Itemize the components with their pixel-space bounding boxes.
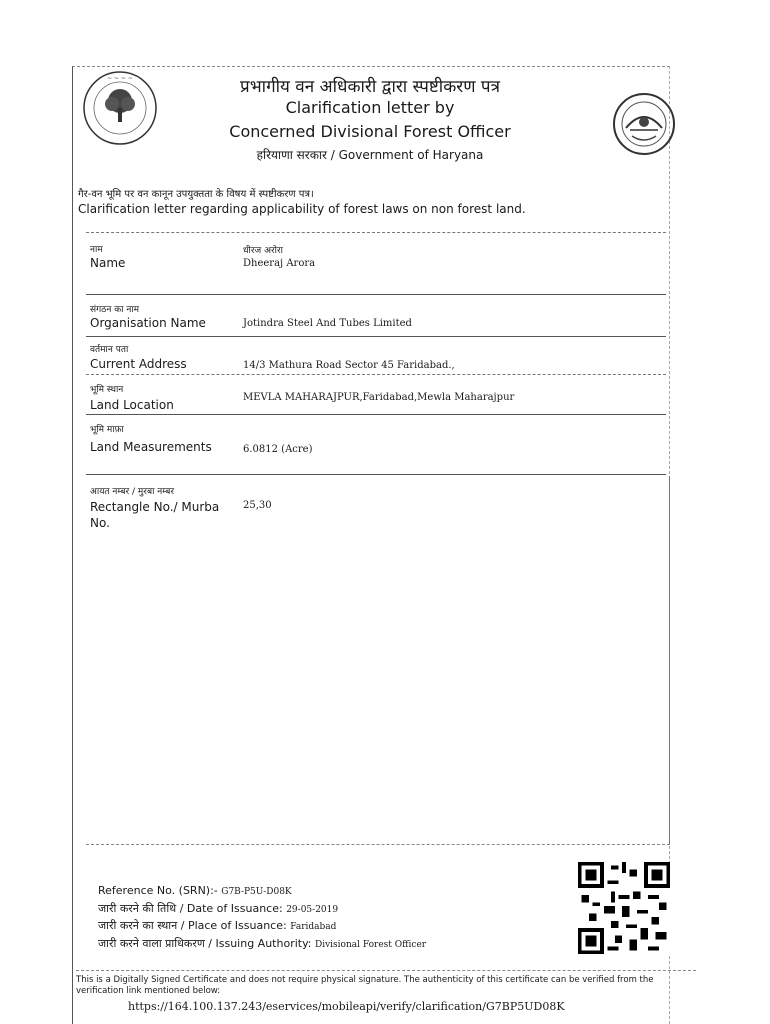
land-location-value: MEVLA MAHARAJPUR,Faridabad,Mewla Maharajpur [243,392,515,403]
organisation-label-hindi: संगठन का नाम [90,305,140,315]
land-measurements-value: 6.0812 (Acre) [243,444,313,455]
address-label: Current Address [90,357,187,371]
place-label: जारी करने का स्थान / Place of Issuance: [98,919,287,932]
svg-text:~ ~ ~ ~: ~ ~ ~ ~ [107,75,133,82]
name-value-hindi: धीरज अरोरा [243,246,283,256]
government-line: हरियाणा सरकार / Government of Haryana [256,148,484,162]
name-label: Name [90,256,126,270]
subject-hindi: गैर-वन भूमि पर वन कानून उपयुक्तता के विषय में स्पष्टीकरण पत्र। [78,189,314,200]
rectangle-value: 25,30 [243,500,272,511]
date-value: 29-05-2019 [286,905,339,915]
land-location-label: Land Location [90,398,174,412]
organisation-label: Organisation Name [90,316,206,330]
reference-label: Reference No. (SRN):- [98,884,218,897]
date-label: जारी करने की तिथि / Date of Issuance: [98,902,283,915]
land-measurements-label: Land Measurements [90,440,212,454]
place-of-issuance-row [98,918,336,933]
land-location-row-divider [86,374,666,375]
title-english-line2: Concerned Divisional Forest Officer [229,122,511,141]
reference-number-row [98,884,292,897]
land-measurements-label-hindi: भूमि माफ़ा [90,425,124,435]
organisation-row-divider [86,294,666,295]
details-body-box [86,476,670,845]
name-value: Dheeraj Arora [243,258,316,269]
date-of-issuance-row [98,901,338,916]
issuing-authority-row [98,936,426,951]
haryana-seal-icon [612,92,676,156]
verification-link[interactable]: https://164.100.137.243/eservices/mobileapi/verify/clarification/G7BP5UD08K [128,1000,565,1013]
rectangle-label-line1: Rectangle No./ Murba [90,500,220,514]
name-row-divider [86,232,666,233]
authority-value: Divisional Forest Officer [315,940,427,950]
authority-label: जारी करने वाला प्राधिकरण / Issuing Authority: [98,937,312,950]
rectangle-row-divider [86,474,666,475]
title-english-line1: Clarification letter by [285,98,455,117]
reference-value: G7B-P5U-D08K [221,887,292,897]
place-value: Faridabad [290,922,337,932]
address-label-hindi: वर्तमान पता [90,345,129,355]
subject-english: Clarification letter regarding applicability of forest laws on non forest land. [78,202,526,216]
qr-code-icon [578,862,670,954]
name-label-hindi: नाम [90,245,103,255]
rectangle-label-line2: No. [90,516,110,530]
digital-signature-note: This is a Digitally Signed Certificate and does not require physical signature. The authenticity of this certificate can be verified from the verification link mentioned below: [76,970,696,997]
forest-emblem-icon [80,68,160,148]
title-hindi: प्रभागीय वन अधिकारी द्वारा स्पष्टीकरण पत्र [240,77,500,97]
land-measurements-row-divider [86,414,666,415]
rectangle-label-hindi: आयत नम्बर / मुरबा नम्बर [90,487,175,497]
address-row-divider [86,336,666,337]
land-location-label-hindi: भूमि स्थान [90,385,124,395]
address-value: 14/3 Mathura Road Sector 45 Faridabad., [243,360,455,371]
organisation-value: Jotindra Steel And Tubes Limited [243,318,412,329]
